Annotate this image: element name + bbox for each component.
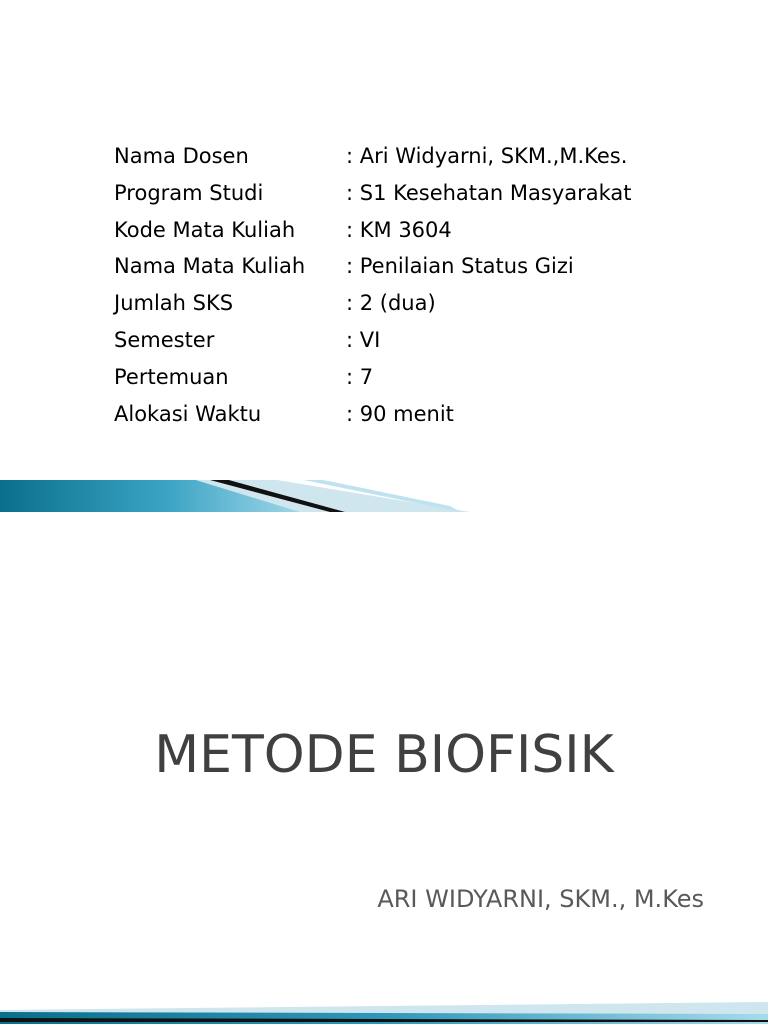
- row-value: : 7: [346, 364, 374, 389]
- row-value: : Penilaian Status Gizi: [346, 254, 574, 279]
- decorative-swoosh-bottom: [0, 992, 768, 1024]
- course-info-table: [114, 138, 632, 432]
- row-label: Semester: [114, 327, 215, 352]
- row-value: : S1 Kesehatan Masyarakat: [346, 180, 632, 205]
- row-value: : KM 3604: [346, 217, 452, 242]
- slide-title: [0, 512, 768, 1024]
- table-row: [114, 285, 632, 322]
- decorative-swoosh: [0, 480, 768, 512]
- row-value: : 2 (dua): [346, 291, 436, 316]
- table-row: [114, 212, 632, 249]
- row-label: Alokasi Waktu: [114, 401, 262, 426]
- row-label: Program Studi: [114, 180, 264, 205]
- row-value: : VI: [346, 327, 381, 352]
- row-label: Kode Mata Kuliah: [114, 217, 296, 242]
- table-row: [114, 248, 632, 285]
- row-label: Jumlah SKS: [114, 291, 234, 316]
- slide-subtitle-text: ARI WIDYARNI, SKM., M.Kes: [377, 885, 704, 913]
- row-value: : Ari Widyarni, SKM.,M.Kes.: [346, 144, 628, 168]
- row-value: : 90 menit: [346, 401, 454, 426]
- table-row: [114, 322, 632, 359]
- row-label: Pertemuan: [114, 364, 229, 389]
- row-label: Nama Dosen: [114, 144, 249, 168]
- slide-title-text: METODE BIOFISIK: [154, 725, 614, 785]
- table-row: [114, 138, 632, 175]
- row-label: Nama Mata Kuliah: [114, 254, 306, 279]
- table-row: [114, 359, 632, 396]
- table-row: [114, 396, 632, 433]
- table-row: [114, 175, 632, 212]
